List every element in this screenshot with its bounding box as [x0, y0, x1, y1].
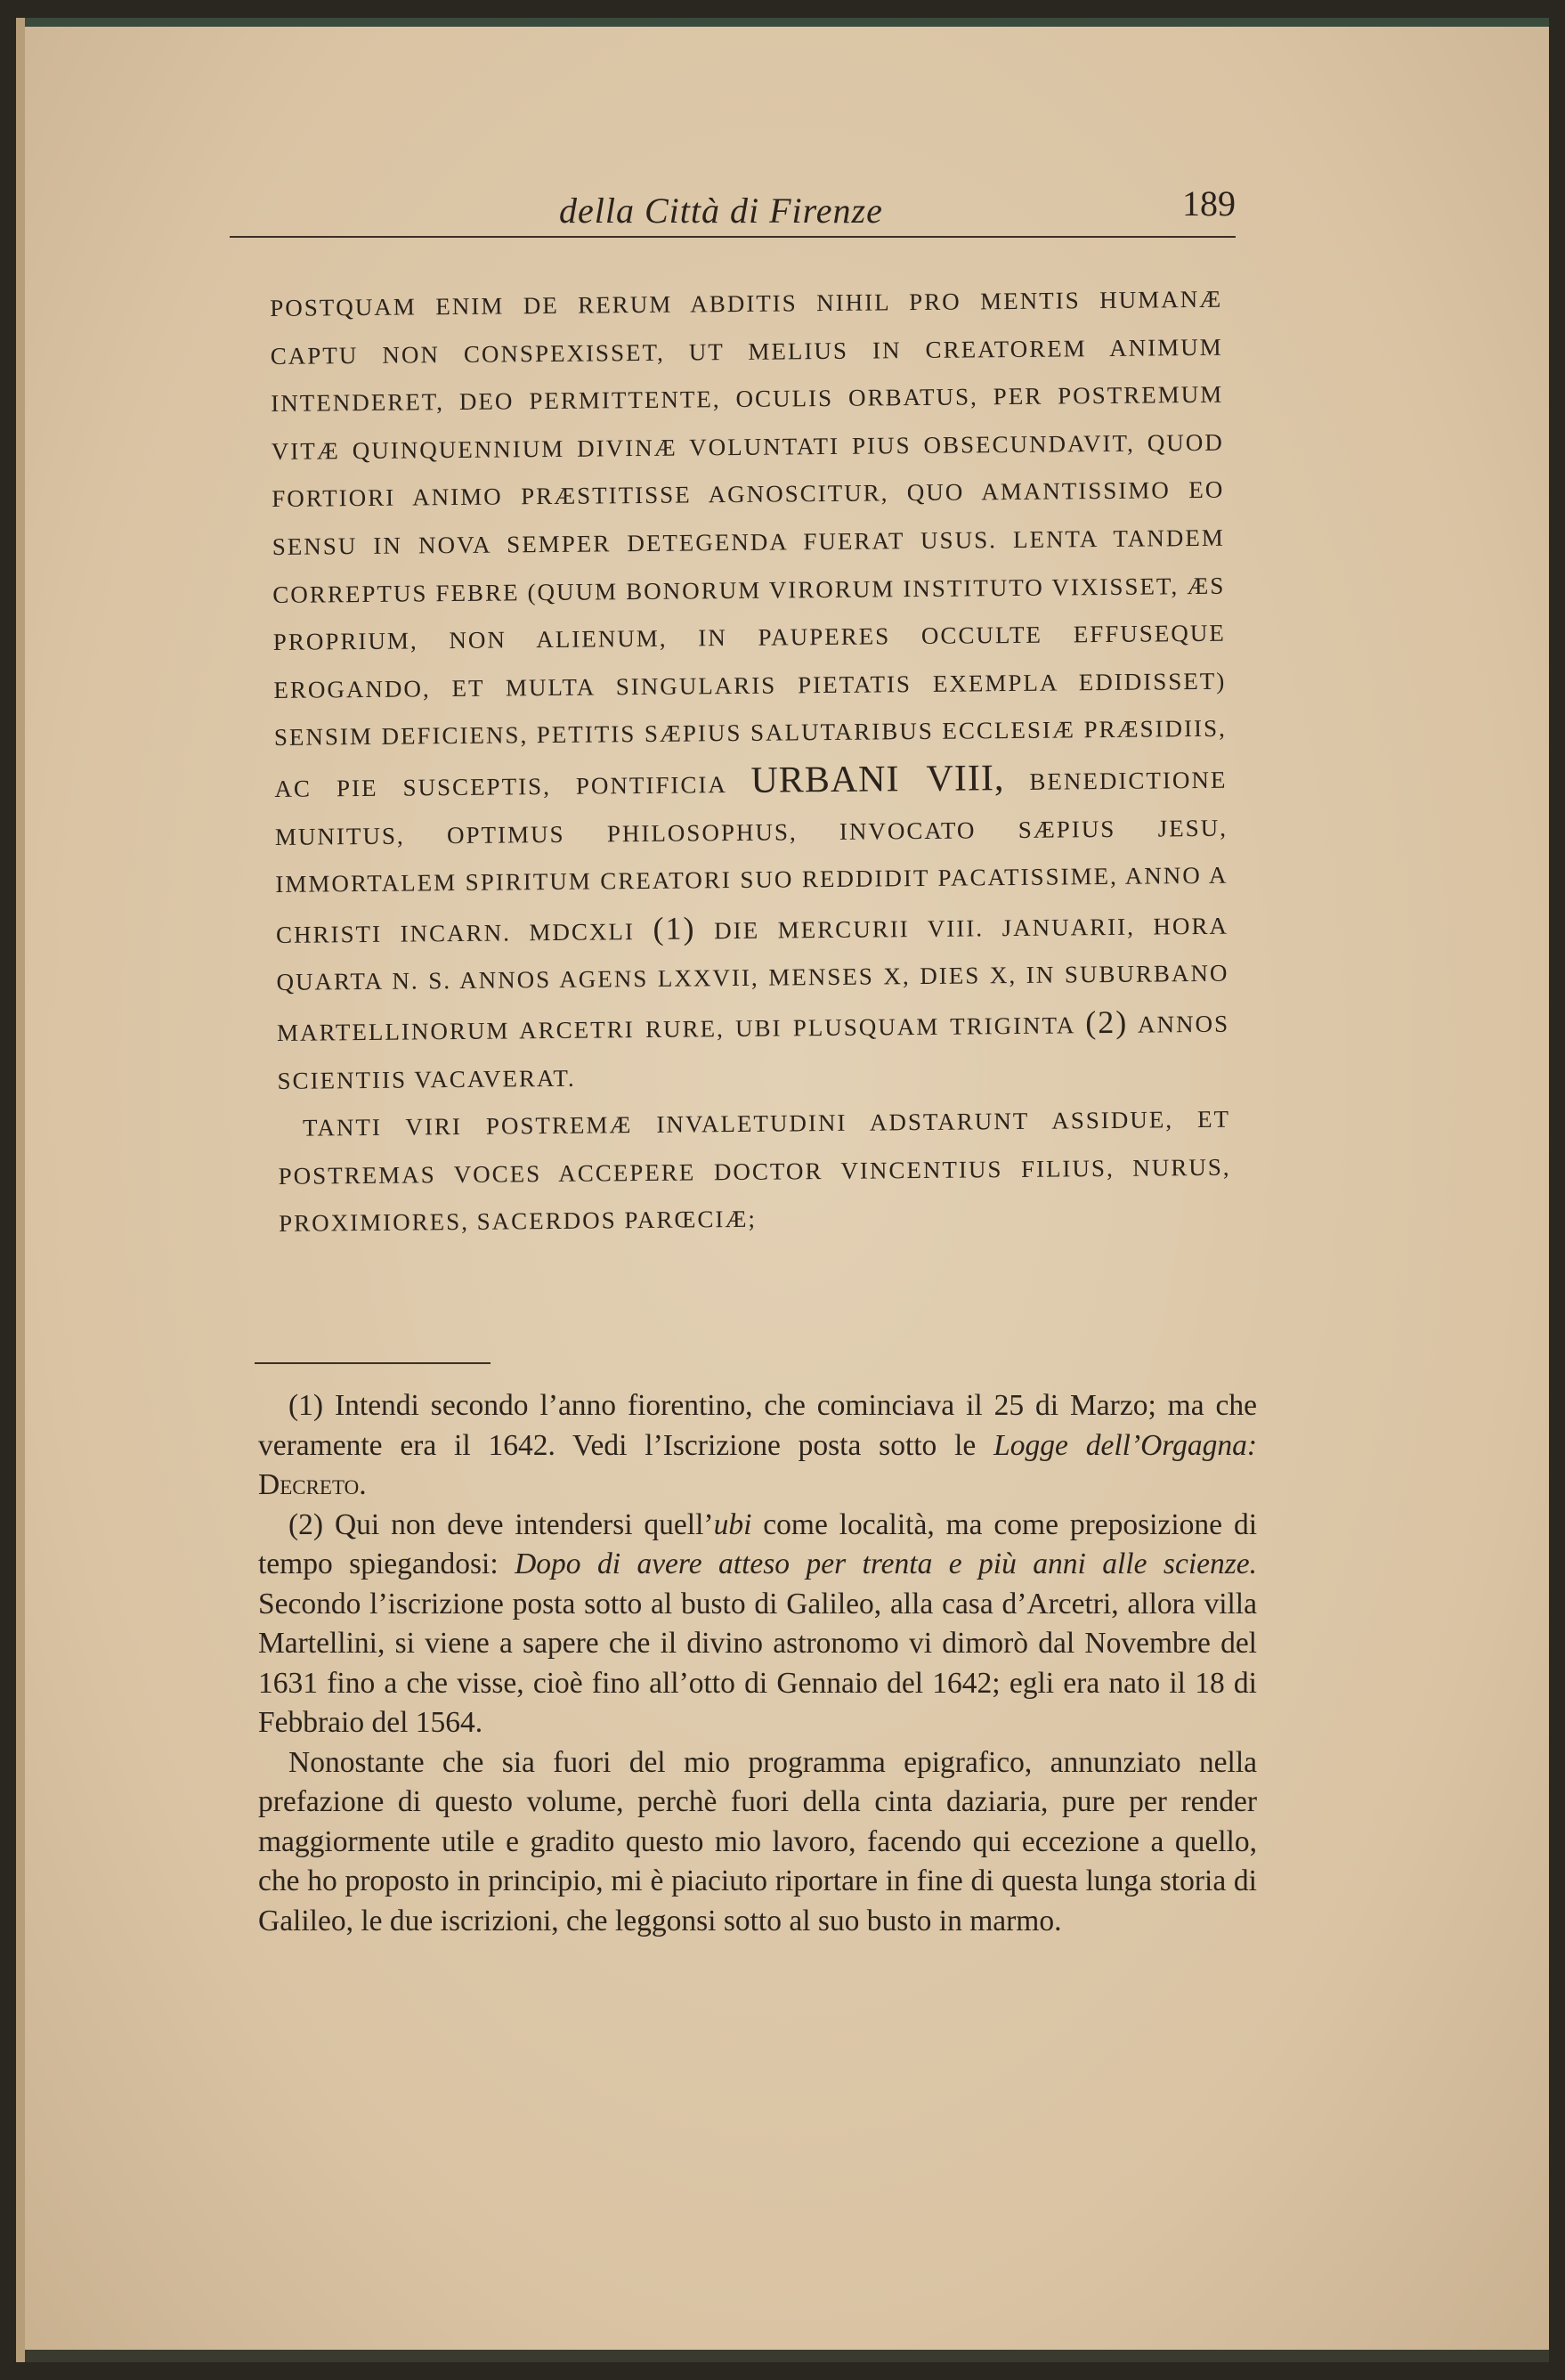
footnote-2-text: (2) Qui non deve intendersi quell’ — [288, 1507, 714, 1541]
running-title: della Città di Firenze — [559, 191, 883, 231]
footnote-2 — [258, 1506, 1257, 1743]
footnote-ref-1: (1) — [653, 910, 696, 946]
inscription-paragraph-1 — [270, 276, 1230, 1105]
book-page — [16, 18, 1549, 2362]
page-header — [230, 183, 1236, 238]
note-paragraph: Nonostante che sia fuori del mio programma epigrafico, annunziato nella prefazione di questo volume, perchè fuori della cinta daziaria, pure per render maggiormente utile e gradito questo mio lavoro, facendo qui eccezione a quello, che ho proposto in principio, mi è piaciuto riportare in fine di questa lunga storia di Galileo, le due iscrizioni, che leggonsi sotto al suo busto in marmo. — [258, 1745, 1257, 1937]
footnote-1-text: (1) Intendi secondo l’anno fiorentino, che cominciava il 25 di Marzo; ma che veramente era il 1642. Vedi l’Iscrizione posta sotto le — [258, 1389, 1257, 1462]
footnote-1-italic: Logge dell’Orgagna: — [993, 1428, 1257, 1462]
inscription-text: DIE MERCURII VIII. JANUARII, HORA QUARTA N. S. ANNOS AGENS LXXVII, MENSES X, DIES X, IN SUBURBANO MARTELLINORUM ARCETRI RURE, UBI PLUSQUAM TRIGINTA — [276, 912, 1229, 1046]
scan-top-edge — [25, 18, 1549, 27]
footnote-ref-2: (2) — [1085, 1003, 1129, 1041]
footnote-1-smallcaps: Decreto. — [258, 1468, 367, 1501]
footnote-2-italic: Dopo di avere atteso per trenta e più anni alle scienze. — [515, 1547, 1258, 1580]
pope-name: URBANI VIII, — [750, 758, 1005, 801]
footnote-2-text: Secondo l’iscrizione posta sotto al busto di Galileo, alla casa d’Arcetri, allora villa Martellini, si viene a sapere che il divino astronomo vi dimorò dal Novembre del 1631 fino a che visse, cioè fino all’otto di Gennaio del 1642; egli era nato il 18 di Febbraio del 1564. — [258, 1587, 1257, 1739]
inscription-text: POSTQUAM ENIM DE RERUM ABDITIS NIHIL PRO MENTIS HUMANÆ CAPTU NON CONSPEXISSET, UT MELIUS IN CREATOREM ANIMUM INTENDERET, DEO PERMITTENTE, OCULIS ORBATUS, PER POSTREMUM VITÆ QUINQUENNIUM DIVINÆ VOLUNTATI PIUS OBSECUNDAVIT, QUOD FORTIORI ANIMO PRÆSTITISSE AGNOSCITUR, QUO AMANTISSIMO EO SENSU IN NOVA SEMPER DETEGENDA FUERAT USUS. LENTA TANDEM CORREPTUS FEBRE (QUUM BONORUM VIRORUM INSTITUTO VIXISSET, ÆS PROPRIUM, NON ALIENUM, IN PAUPERES OCCULTE EFFUSEQUE EROGANDO, ET MULTA SINGULARIS PIETATIS EXEMPLA EDIDISSET) SENSIM DEFICIENS, PETITIS SÆPIUS SALUTARIBUS ECCLESIÆ PRÆSIDIIS, AC PIE SUSCEPTIS, PONTIFICIA — [270, 285, 1227, 802]
inscription-text: BENEDICTIONE MUNITUS, OPTIMUS PHILOSOPHUS, INVOCATO SÆPIUS JESU, IMMORTALEM SPIRITUM CREATORI SUO REDDIDIT PACATISSIME, ANNO A CHRISTI INCARN. MDCXLI — [274, 766, 1228, 948]
footnote-2-ubi: ubi — [713, 1507, 752, 1541]
footnotes — [258, 1386, 1257, 1941]
page-number: 189 — [1182, 183, 1236, 223]
footnote-1 — [258, 1386, 1257, 1506]
footnote-rule — [255, 1362, 491, 1364]
footnote-2-text: come località, ma come preposizione di tempo spiegandosi: — [258, 1507, 1257, 1580]
latin-inscription — [270, 276, 1231, 1248]
inscription-text: ANNOS SCIENTIIS VACAVERAT. — [277, 1010, 1230, 1094]
inscription-paragraph-2: TANTI VIRI POSTREMÆ INVALETUDINI ADSTARUNT ASSIDUE, ET POSTREMAS VOCES ACCEPERE DOCTOR VINCENTIUS FILIUS, NURUS, PROXIMIORES, SACERDOS PARŒCIÆ; — [278, 1105, 1231, 1238]
scan-bottom-edge — [25, 2350, 1549, 2362]
